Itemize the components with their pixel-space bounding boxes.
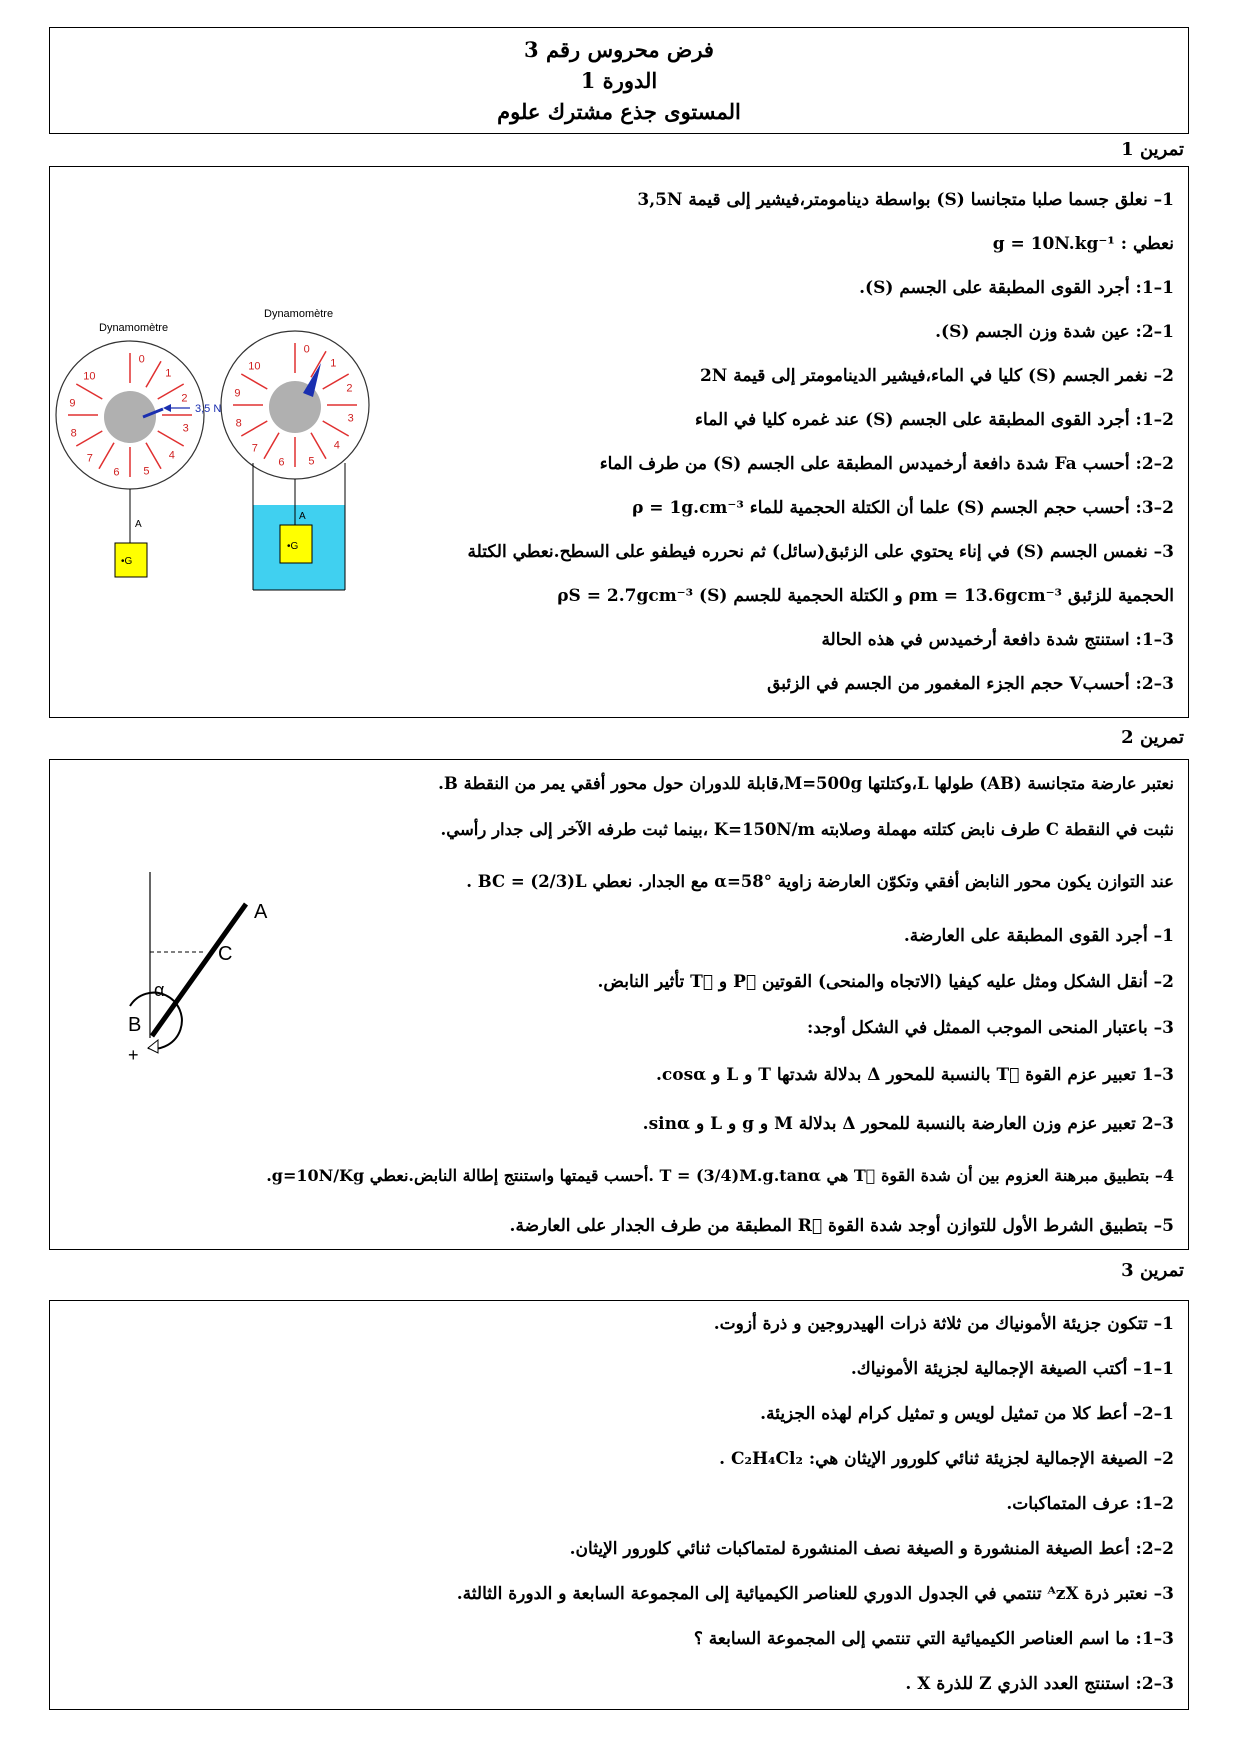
exercise-2-label: تمرين 2 — [1121, 727, 1184, 748]
right-dial-scale-number: 4 — [333, 439, 340, 452]
ex1-line-11: 3–1: استنتج شدة دافعة أرخميدس في هذه الحالة — [821, 630, 1174, 650]
ex1-line-10: الحجمية للزئبق ρm = 13.6gcm⁻³ و الكتلة الحجمية للجسم (S) ρS = 2.7gcm⁻³ — [557, 586, 1174, 606]
right-dial-scale-number: 7 — [251, 442, 258, 455]
dyn-label-right: Dynamomètre — [264, 308, 334, 320]
ex1-line-12: 3–2: أحسبV حجم الجزء المغمور من الجسم في الزئبق — [767, 674, 1174, 694]
ex1-line-7: 2–2: أحسب Fa شدة دافعة أرخميدس المطبقة على الجسم (S) من طرف الماء — [599, 454, 1174, 474]
right-dial-scale-number: 5 — [308, 455, 315, 468]
ex2-line-3: عند التوازن يكون محور النابض أفقي وتكوّن العارضة زاوية α=58° مع الجدار. نعطي BC = (2/3)L . — [466, 872, 1174, 891]
plus-sign-label: + — [128, 1045, 139, 1065]
ex2-line-6: 3– باعتبار المنحى الموجب الممثل في الشكل أوجد: — [806, 1018, 1174, 1038]
left-dial-scale-number: 10 — [83, 370, 96, 383]
point-b-label: B — [128, 1014, 142, 1036]
ex1-line-9: 3– نغمس الجسم (S) في إناء يحتوي على الزئبق(سائل) ثم نحرره فيطفو على السطح.نعطي الكتلة — [467, 542, 1174, 562]
right-dial-scale-number: 9 — [234, 387, 241, 400]
right-dial-scale-number: 3 — [347, 412, 354, 425]
left-dial-scale-number: 5 — [143, 465, 150, 478]
exercise-1-label: تمرين 1 — [1121, 139, 1184, 160]
ex2-line-9: 4– بتطبيق مبرهنة العزوم بين أن شدة القوة T⃗ هي T = (3/4)M.g.tanα .أحسب قيمتها واستنتج إطالة النابض.نعطي g=10N/Kg. — [266, 1166, 1174, 1185]
point-a-left: A — [135, 519, 142, 530]
left-dial-scale-number: 4 — [168, 449, 175, 462]
right-dial-scale-number: 8 — [235, 417, 242, 430]
point-a-right: A — [299, 511, 306, 522]
ex3-line-2: 1–1– أكتب الصيغة الإجمالية لجزيئة الأمونياك. — [850, 1359, 1174, 1379]
exam-header — [49, 27, 1189, 134]
right-dial-scale-number: 0 — [303, 343, 310, 356]
ex1-line-5: 2– نغمر الجسم (S) كليا في الماء،فيشير الدينامومتر إلى قيمة 2N — [699, 366, 1174, 386]
point-g-left: •G — [121, 556, 133, 567]
force-label: 3,5 N — [195, 403, 222, 415]
left-dial-scale-number: 8 — [70, 427, 77, 440]
ex3-line-5: 2–1: عرف المتماكبات. — [1006, 1494, 1174, 1514]
ex2-line-7: 3–1 تعبير عزم القوة T⃗ بالنسبة للمحور Δ بدلالة شدتها T و L و cosα. — [655, 1065, 1174, 1085]
ex1-line-2: نعطي : g = 10N.kg⁻¹ — [992, 234, 1174, 254]
ex3-line-4: 2– الصيغة الإجمالية لجزيئة ثنائي كلورور الإيثان هي: C₂H₄Cl₂ . — [719, 1449, 1174, 1469]
left-dial-scale-number: 6 — [113, 466, 120, 479]
right-dial-scale-number: 10 — [248, 360, 261, 373]
ex1-line-4: 1–2: عين شدة وزن الجسم (S). — [935, 322, 1174, 342]
ex3-line-9: 3–2: استنتج العدد الذري Z للذرة X . — [905, 1674, 1174, 1694]
point-g-right: •G — [287, 541, 299, 552]
left-dial-scale-number: 2 — [181, 392, 188, 405]
ex2-line-10: 5– بتطبيق الشرط الأول للتوازن أوجد شدة القوة R⃗ المطبقة من طرف الجدار على العارضة. — [509, 1216, 1174, 1236]
ex3-line-6: 2–2: أعط الصيغة المنشورة و الصيغة نصف المنشورة لمتماكبات ثنائي كلورور الإيثان. — [569, 1539, 1174, 1559]
ex2-line-4: 1– أجرد القوى المطبقة على العارضة. — [903, 926, 1174, 946]
right-dial-scale-number: 2 — [346, 382, 353, 395]
ex1-line-1: 1– نعلق جسما صلبا متجانسا (S) بواسطة دينامومتر،فيشير إلى قيمة 3,5N — [637, 190, 1174, 210]
point-c-label: C — [218, 943, 233, 965]
exam-session: الدورة 1 — [580, 68, 658, 93]
ex3-line-7: 3– نعتبر ذرة ᴬzX تنتمي في الجدول الدوري للعناصر الكيميائية إلى المجموعة السابعة و الدورة الثالثة. — [456, 1584, 1174, 1604]
left-dial-scale-number: 0 — [138, 353, 145, 366]
left-dial-scale-number: 9 — [69, 397, 76, 410]
ex2-line-2: نثبت في النقطة C طرف نابض كتلته مهملة وصلابته K=150N/m ،بينما ثبت طرفه الآخر إلى جدار رأسي. — [440, 820, 1174, 839]
dynamometer-figure — [55, 305, 425, 670]
exam-level: المستوى جذع مشترك علوم — [497, 99, 741, 124]
alpha-label: α — [154, 980, 165, 1000]
ex3-line-3: 1–2– أعط كلا من تمثيل لويس و تمثيل كرام لهذه الجزيئة. — [760, 1404, 1174, 1424]
dyn-label-left: Dynamomètre — [99, 322, 169, 334]
right-dial-scale-number: 6 — [278, 456, 285, 469]
ex3-line-1: 1– تتكون جزيئة الأمونياك من ثلاثة ذرات الهيدروجين و ذرة أزوت. — [713, 1314, 1174, 1334]
ex2-line-1: نعتبر عارضة متجانسة (AB) طولها L،وكتلتها M=500g،قابلة للدوران حول محور أفقي يمر من النقطة B. — [438, 774, 1174, 793]
bar-wall-figure — [118, 868, 278, 1068]
exam-title: فرض محروس رقم 3 — [524, 37, 714, 62]
ex1-line-3: 1–1: أجرد القوى المطبقة على الجسم (S). — [859, 278, 1174, 298]
ex2-line-8: 3–2 تعبير عزم وزن العارضة بالنسبة للمحور Δ بدلالة M و g و L و sinα. — [642, 1114, 1174, 1134]
ex1-line-8: 2–3: أحسب حجم الجسم (S) علما أن الكتلة الحجمية للماء ρ = 1g.cm⁻³ — [632, 498, 1174, 518]
left-dial-scale-number: 1 — [165, 367, 172, 380]
left-dial-scale-number: 3 — [182, 422, 189, 435]
ex3-line-8: 3–1: ما اسم العناصر الكيميائية التي تنتمي إلى المجموعة السابعة ؟ — [693, 1629, 1174, 1649]
ex2-line-5: 2– أنقل الشكل ومثل عليه كيفيا (الاتجاه والمنحى) القوتين P⃗ و T⃗ تأثير النابض. — [597, 972, 1174, 992]
exercise-3-label: تمرين 3 — [1121, 1260, 1184, 1281]
point-a-label: A — [254, 901, 268, 923]
right-dial-scale-number: 1 — [330, 357, 337, 370]
left-dial-scale-number: 7 — [86, 452, 93, 465]
ex1-line-6: 2–1: أجرد القوى المطبقة على الجسم (S) عند غمره كليا في الماء — [695, 410, 1174, 430]
